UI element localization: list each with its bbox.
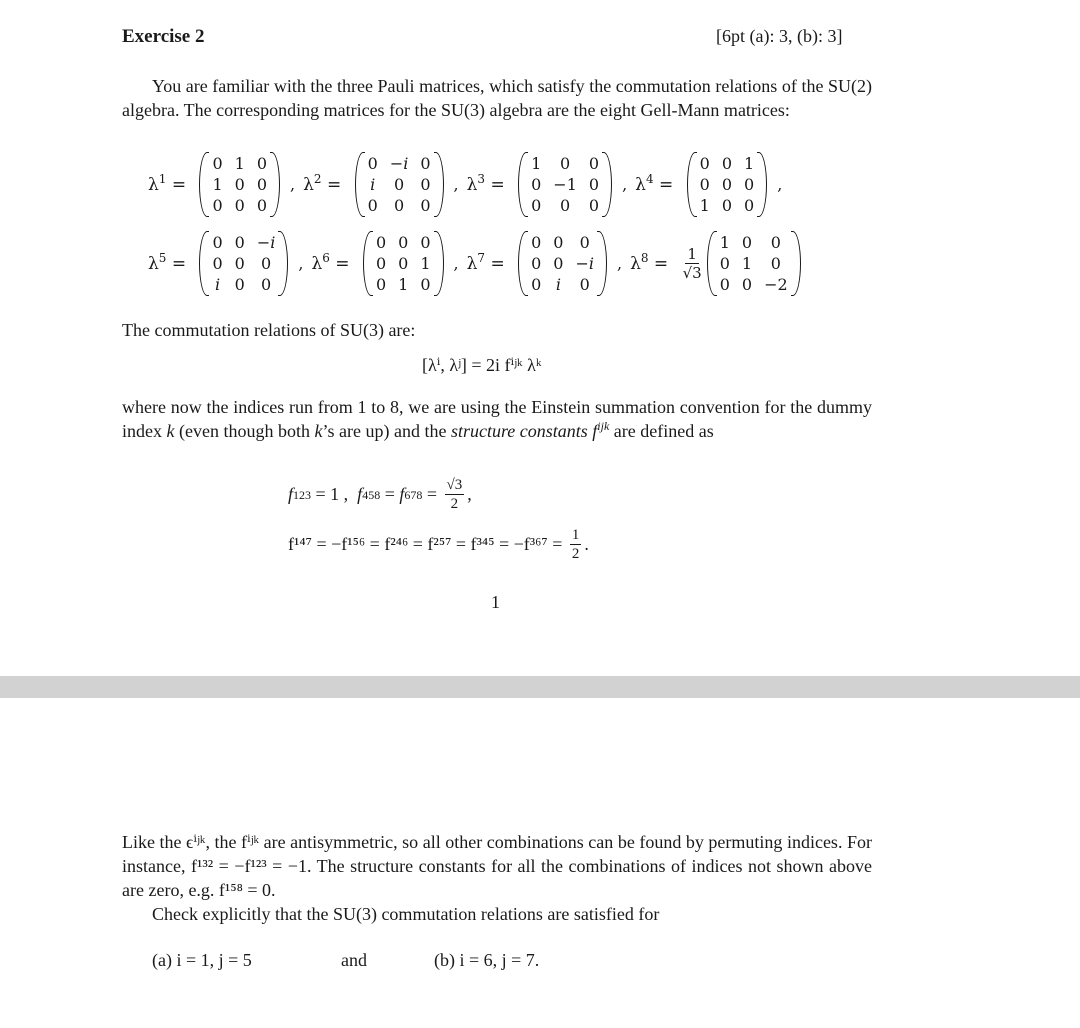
matrix-entry: 0 (719, 254, 730, 273)
matrix-entry: 0 (212, 233, 223, 252)
matrix-entry: 0 (721, 154, 733, 173)
matrix-entries (209, 152, 270, 217)
fraction-1-over-2: $\frac{1}{2}$ (571, 527, 580, 562)
comma-separator: , (453, 175, 459, 194)
matrix-entry: i (370, 175, 376, 194)
matrix-entry: 0 (212, 254, 223, 273)
right-paren (434, 231, 444, 296)
matrix-entry: 0 (560, 196, 571, 215)
left-paren (518, 231, 528, 296)
matrix-entry: 0 (741, 233, 753, 252)
matrix-entry: 1 (212, 175, 223, 194)
constants-line-2: f¹⁴⁷ = −f¹⁵⁶ = f²⁴⁶ = f²⁵⁷ = f³⁴⁵ = −f³⁶⁷ = $\frac{1}{2}$ . (288, 527, 589, 562)
matrix-prefactor (683, 245, 702, 282)
matrix-entry: 0 (261, 275, 272, 294)
left-paren (199, 152, 209, 217)
matrix-entry: 0 (420, 196, 431, 215)
matrix-entries (365, 152, 434, 217)
matrix-entry: 0 (579, 275, 590, 294)
comma-separator: , (453, 254, 459, 273)
left-paren (707, 231, 717, 296)
prefactor-numerator: 1 (687, 245, 697, 263)
right-paren (278, 231, 288, 296)
matrix-entry: 0 (531, 175, 542, 194)
matrix-entry: 1 (744, 154, 755, 173)
comma-separator: , (617, 254, 623, 273)
matrix-entry: 0 (256, 196, 268, 215)
matrix-label: $\lambda^5$ = (148, 250, 192, 274)
matrix-entry: −2 (764, 275, 788, 294)
matrix-entry: 0 (420, 233, 431, 252)
matrix-entries (209, 231, 278, 296)
page-number: 1 (491, 592, 500, 612)
matrix-entry: 0 (553, 254, 564, 273)
matrix-entry: 0 (744, 196, 755, 215)
matrix-entry: 0 (721, 175, 733, 194)
matrix-entry: 0 (234, 175, 245, 194)
matrix-entry: 0 (234, 233, 245, 252)
page-2 (0, 698, 1080, 1028)
left-paren (687, 152, 697, 217)
fraction-sqrt3-over-2: $\frac{√3}{2}$ (446, 477, 463, 512)
part-a: (a) i = 1, j = 5 (152, 950, 252, 970)
prefactor-denominator: √3 (682, 264, 702, 282)
matrix-entry: 1 (420, 254, 431, 273)
matrix-entry: 0 (553, 233, 564, 252)
left-paren (363, 231, 373, 296)
exercise-title: Exercise 2 (122, 26, 205, 47)
matrix-entry: −i (575, 254, 595, 273)
matrix-entry: 0 (719, 275, 730, 294)
comma-separator: , (290, 175, 296, 194)
matrix-entry: 1 (719, 233, 730, 252)
and-word: and (341, 950, 367, 970)
matrix-entry: i (215, 275, 221, 294)
matrix-entry: 0 (375, 233, 387, 252)
right-paren (757, 152, 767, 217)
exercise-points: [6pt (a): 3, (b): 3] (716, 26, 843, 46)
matrix-row-1 (148, 152, 848, 217)
matrix-entry: 0 (393, 196, 405, 215)
gell-mann-matrix (355, 152, 444, 217)
matrix-entry: 0 (367, 154, 378, 173)
matrix-entry: 0 (212, 196, 223, 215)
matrix-entry: −1 (553, 175, 577, 194)
matrix-entry: i (555, 275, 561, 294)
matrix-entry: 0 (770, 254, 781, 273)
matrix-entry: 0 (375, 254, 387, 273)
matrix-label: $\lambda^1$ = (148, 171, 192, 195)
matrix-label: $\lambda^7$ = (466, 250, 511, 274)
page-separator (0, 676, 1080, 698)
check-paragraph: Check explicitly that the SU(3) commutation relations are satisfied for (152, 904, 660, 924)
matrix-entry: 0 (367, 196, 378, 215)
matrix-entry: 0 (770, 233, 781, 252)
gell-mann-matrix (518, 231, 607, 296)
matrix-entry: 0 (234, 196, 245, 215)
right-paren (602, 152, 612, 217)
matrix-entry: 0 (579, 233, 590, 252)
comma-separator: , (777, 175, 783, 194)
constants-line-1: f 123 = 1 , f 458 = f 678 = $\frac{√3}{2}$ , (288, 477, 472, 512)
matrix-entry: 0 (741, 275, 753, 294)
left-paren (518, 152, 528, 217)
matrix-entry: 1 (699, 196, 710, 215)
left-paren (355, 152, 365, 217)
matrix-entry: 0 (531, 275, 542, 294)
right-paren (791, 231, 801, 296)
matrix-entry: 0 (398, 233, 409, 252)
antisymmetry-paragraph: Like the ϵⁱʲᵏ, the fⁱʲᵏ are antisymmetric, so all other combinations can be found by permuting indices. For instance, f¹³² = −f¹²³ = −1. The structure constants for all the combinations of indices not shown above are zero, e.g. f¹⁵⁸ = 0. (122, 832, 872, 900)
matrix-entry: 0 (531, 196, 542, 215)
matrix-entry: 0 (398, 254, 409, 273)
right-paren (434, 152, 444, 217)
matrix-entry: 0 (393, 175, 405, 194)
matrix-entry: 0 (420, 275, 431, 294)
matrix-label: $\lambda^2$ = (303, 171, 347, 195)
matrix-entry: 0 (234, 275, 245, 294)
matrix-entries (528, 152, 602, 217)
matrix-entry: 0 (531, 254, 542, 273)
part-b: (b) i = 6, j = 7. (434, 950, 540, 970)
left-paren (199, 231, 209, 296)
matrix-entry: 1 (234, 154, 245, 173)
matrix-entries (717, 231, 791, 296)
matrix-entries (373, 231, 434, 296)
comma-separator: , (622, 175, 628, 194)
matrix-entry: 0 (375, 275, 387, 294)
intro-paragraph: You are familiar with the three Pauli matrices, which satisfy the commutation relations of the SU(2) algebra. The corresponding matrices for the SU(3) algebra are the eight Gell-Mann matrices: (122, 76, 872, 120)
right-paren (597, 231, 607, 296)
matrix-entry: 0 (588, 154, 600, 173)
matrix-label: $\lambda^4$ = (635, 171, 679, 195)
matrix-entry: 0 (261, 254, 272, 273)
gell-mann-matrix (199, 231, 288, 296)
matrix-entry: 0 (531, 233, 542, 252)
matrix-entry: 0 (420, 154, 431, 173)
matrix-entry: 0 (560, 154, 571, 173)
matrix-entry: 1 (398, 275, 409, 294)
matrix-entry: 0 (699, 154, 710, 173)
matrix-entries (528, 231, 597, 296)
matrix-row-2 (148, 231, 868, 296)
matrix-entry: 1 (531, 154, 542, 173)
matrix-entry: 0 (744, 175, 755, 194)
matrix-entry: −i (256, 233, 276, 252)
gell-mann-matrix (687, 152, 768, 217)
matrix-entry: 0 (256, 154, 268, 173)
matrix-entry: 0 (256, 175, 268, 194)
comma-separator: , (298, 254, 304, 273)
gell-mann-matrix (707, 231, 801, 296)
matrix-entry: 0 (721, 196, 733, 215)
matrix-label: $\lambda^3$ = (466, 171, 511, 195)
matrix-entries (697, 152, 758, 217)
matrix-entry: 0 (212, 154, 223, 173)
commutation-intro: The commutation relations of SU(3) are: (122, 320, 416, 340)
gell-mann-matrix (199, 152, 280, 217)
matrix-entry: 0 (588, 196, 600, 215)
right-paren (270, 152, 280, 217)
matrix-entry: 1 (741, 254, 753, 273)
matrix-entry: 0 (588, 175, 600, 194)
matrix-entry: 0 (234, 254, 245, 273)
commutation-formula: [λⁱ, λʲ] = 2i fⁱʲᵏ λᵏ (422, 355, 542, 375)
matrix-entry: 0 (699, 175, 710, 194)
gell-mann-matrix (363, 231, 444, 296)
gell-mann-matrix (518, 152, 612, 217)
matrix-label: $\lambda^6$ = (311, 250, 355, 274)
matrix-entry: −i (389, 154, 409, 173)
matrix-entry: 0 (420, 175, 431, 194)
matrix-label: $\lambda^8$ = (630, 250, 674, 274)
explanation-paragraph: where now the indices run from 1 to 8, we are using the Einstein summation convention for the dummy index k (even though both k’s are up) and the structure constants $f^{ijk}$ are defined as (122, 397, 872, 441)
